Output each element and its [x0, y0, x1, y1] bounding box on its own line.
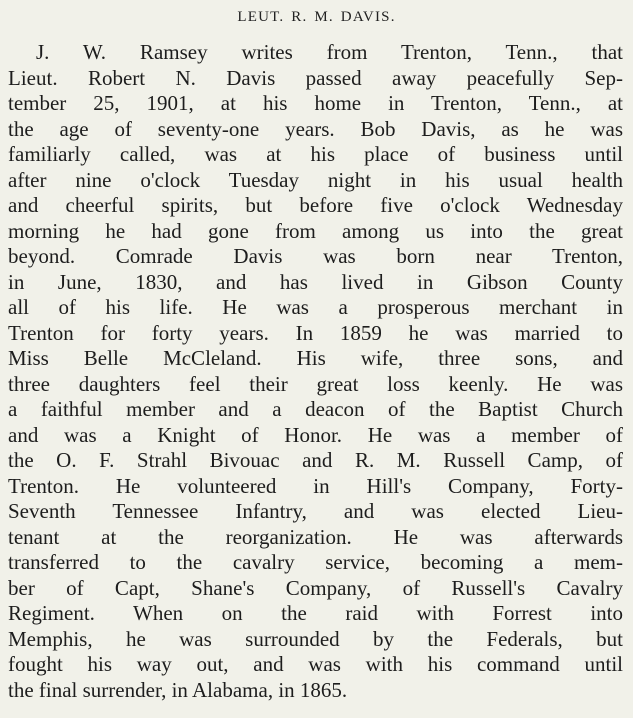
text-line: fought his way out, and was with his command until [8, 652, 623, 676]
text-line: and cheerful spirits, but before five o'clock Wednesday [8, 193, 623, 217]
text-line: and was a Knight of Honor. He was a member of [8, 422, 623, 447]
text-line: familiarly called, was at his place of business until [8, 142, 623, 166]
article-body [8, 40, 623, 703]
text-line: a faithful member and a deacon of the Baptist Church [8, 397, 623, 421]
text-line: Lieut. Robert N. Davis passed away peacefully Sep- [8, 65, 623, 90]
text-line: Trenton. He volunteered in Hill's Company, Forty- [8, 473, 623, 498]
text-line: in June, 1830, and has lived in Gibson County [8, 269, 623, 294]
text-line: morning he had gone from among us into the great [8, 218, 623, 243]
article-title: LEUT. R. M. DAVIS. [237, 9, 396, 25]
text-line: transferred to the cavalry service, becoming a mem- [8, 550, 623, 574]
text-line: Miss Belle McCleland. His wife, three sons, and [8, 346, 623, 370]
text-line: ber of Capt, Shane's Company, of Russell's Cavalry [8, 575, 623, 600]
text-line: after nine o'clock Tuesday night in his usual health [8, 167, 623, 192]
text-line: Trenton for forty years. In 1859 he was married to [8, 320, 623, 345]
text-line: Regiment. When on the raid with Forrest into [8, 601, 623, 625]
text-line: all of his life. He was a prosperous merchant in [8, 295, 623, 319]
text-line: beyond. Comrade Davis was born near Trenton, [8, 244, 623, 268]
text-line: Seventh Tennessee Infantry, and was elected Lieu- [8, 499, 623, 523]
text-line: tember 25, 1901, at his home in Trenton, Tenn., at [8, 91, 623, 115]
text-line: the age of seventy-one years. Bob Davis, as he was [8, 116, 623, 141]
text-line: three daughters feel their great loss keenly. He was [8, 371, 623, 396]
text-line: J. W. Ramsey writes from Trenton, Tenn., that [36, 40, 623, 64]
text-line: the O. F. Strahl Bivouac and R. M. Russell Camp, of [8, 448, 623, 472]
text-line: the final surrender, in Alabama, in 1865. [8, 677, 348, 702]
text-line: tenant at the reorganization. He was afterwards [8, 524, 623, 549]
text-line: Memphis, he was surrounded by the Federals, but [8, 626, 623, 651]
